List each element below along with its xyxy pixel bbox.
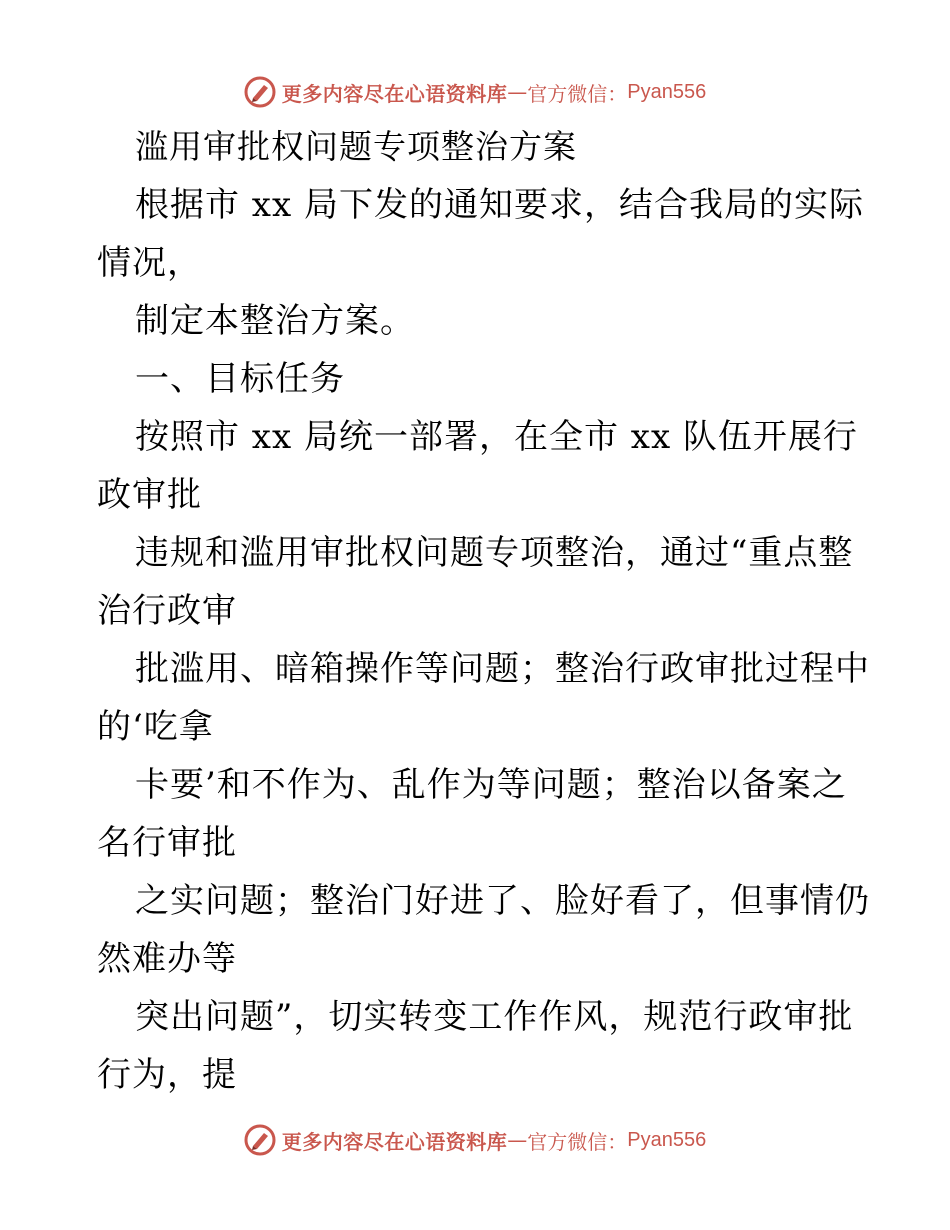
watermark-dash: — <box>507 80 528 104</box>
watermark-wechat-id: Pyan556 <box>627 1128 707 1151</box>
watermark-wechat-label: 官方微信： <box>527 81 628 106</box>
paragraph-line: 治行政审 <box>97 591 237 631</box>
pen-logo-icon <box>244 76 276 108</box>
paragraph-line: 的‘吃拿 <box>97 707 214 747</box>
watermark-dash: — <box>507 1128 528 1152</box>
paragraph-line: 然难办等 <box>97 939 237 979</box>
watermark-header <box>0 72 950 112</box>
document-body <box>97 118 870 1104</box>
section-heading: 一、目标任务 <box>135 359 345 399</box>
paragraph-line: 按照市 xx 局统一部署，在全市 xx 队伍开展行 <box>135 417 858 457</box>
paragraph-line: 根据市 xx 局下发的通知要求，结合我局的实际 <box>135 185 864 225</box>
paragraph-line: 卡要’和不作为、乱作为等问题；整治以备案之 <box>135 765 847 805</box>
paragraph-line: 之实问题；整治门好进了、脸好看了，但事情仍 <box>135 881 870 921</box>
watermark-wechat-label: 官方微信： <box>527 1129 628 1154</box>
pen-logo-icon <box>244 1124 276 1156</box>
watermark-text: 更多内容尽在心语资料库 <box>281 81 508 106</box>
paragraph-line: 批滥用、暗箱操作等问题；整治行政审批过程中 <box>135 649 870 689</box>
watermark-text: 更多内容尽在心语资料库 <box>281 1129 508 1154</box>
paragraph-line: 名行审批 <box>97 823 237 863</box>
document-title: 滥用审批权问题专项整治方案 <box>135 127 577 166</box>
paragraph-line: 情况， <box>97 243 202 283</box>
paragraph-line: 行为，提 <box>97 1055 237 1095</box>
paragraph-line: 政审批 <box>97 475 202 515</box>
watermark-wechat-id: Pyan556 <box>627 80 707 103</box>
watermark-footer <box>0 1120 950 1160</box>
paragraph-line: 制定本整治方案。 <box>135 301 415 341</box>
paragraph-line: 突出问题”，切实转变工作作风，规范行政审批 <box>135 997 854 1037</box>
paragraph-line: 违规和滥用审批权问题专项整治，通过“重点整 <box>135 533 854 573</box>
